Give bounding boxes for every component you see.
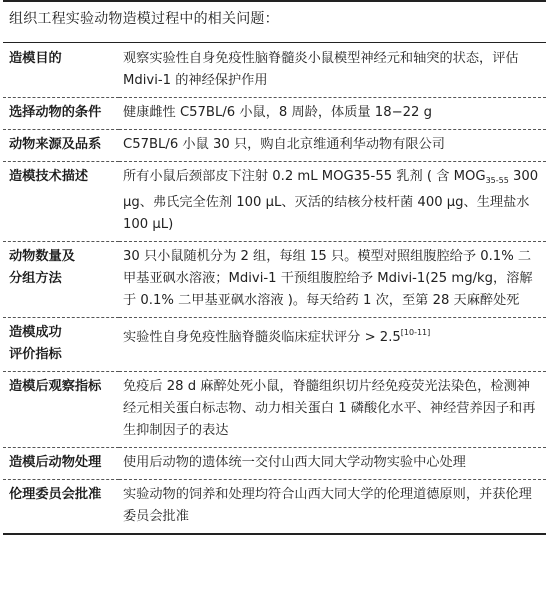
row-label [3, 318, 119, 372]
row-content: 30 只小鼠随机分为 2 组，每组 15 只。模型对照组腹腔给予 0.1% 二甲基亚砜水溶液；Mdivi-1 干预组腹腔给予 Mdivi-1(25 mg/kg，溶解于 0.1% 二甲基亚砜水溶液 )。每天给药 1 次，至第 28 天麻醉处死 [119, 242, 546, 318]
content-part-b: 300 μg、弗氏完全佐剂 100 μL、灭活的结核分枝杆菌 400 μg、生理盐水 100 μL) [123, 169, 539, 232]
table-row [3, 480, 546, 535]
row-label: 选择动物的条件 [3, 98, 119, 130]
row-label: 造模后观察指标 [3, 372, 119, 448]
table-row [3, 162, 546, 242]
title-rule [3, 42, 546, 43]
row-label: 造模后动物处理 [3, 448, 119, 480]
citation-superscript: [10-11] [400, 328, 431, 337]
table-row [3, 98, 546, 130]
label-line: 分组方法 [9, 271, 62, 286]
row-label: 动物来源及品系 [3, 130, 119, 162]
row-label: 造模技术描述 [3, 162, 119, 242]
row-content: 使用后动物的遗体统一交付山西大同大学动物实验中心处理 [119, 448, 546, 480]
label-line: 评价指标 [9, 347, 62, 362]
label-line: 造模成功 [9, 325, 62, 340]
table-title: 组织工程实验动物造模过程中的相关问题： [9, 11, 279, 27]
row-content [119, 162, 546, 242]
content-text: 实验性自身免疫性脑脊髓炎临床症状评分 > 2.5 [123, 330, 401, 345]
row-content: 健康雌性 C57BL/6 小鼠，8 周龄，体质量 18−22 g [119, 98, 546, 130]
table-row [3, 44, 546, 98]
row-content: 实验动物的饲养和处理均符合山西大同大学的伦理道德原则，并获伦理委员会批准 [119, 480, 546, 535]
table-row [3, 318, 546, 372]
table-row [3, 448, 546, 480]
info-table [3, 44, 546, 535]
row-label: 造模目的 [3, 44, 119, 98]
table-row [3, 242, 546, 318]
label-line: 动物数量及 [9, 249, 75, 264]
content-part-a: 所有小鼠后颈部皮下注射 0.2 mL MOG35-55 乳剂 ( 含 MOG [123, 169, 486, 184]
top-rule [3, 0, 546, 2]
row-label [3, 242, 119, 318]
row-content: C57BL/6 小鼠 30 只，购自北京维通利华动物有限公司 [119, 130, 546, 162]
row-content [119, 318, 546, 372]
table-row [3, 372, 546, 448]
subscript: 35-55 [485, 176, 509, 185]
row-content: 观察实验性自身免疫性脑脊髓炎小鼠模型神经元和轴突的状态，评估 Mdivi-1 的神经保护作用 [119, 44, 546, 98]
row-content: 免疫后 28 d 麻醉处死小鼠，脊髓组织切片经免疫荧光法染色，检测神经元相关蛋白标志物、动力相关蛋白 1 磷酸化水平、神经营养因子和再生抑制因子的表达 [119, 372, 546, 448]
row-label: 伦理委员会批准 [3, 480, 119, 535]
table-row [3, 130, 546, 162]
